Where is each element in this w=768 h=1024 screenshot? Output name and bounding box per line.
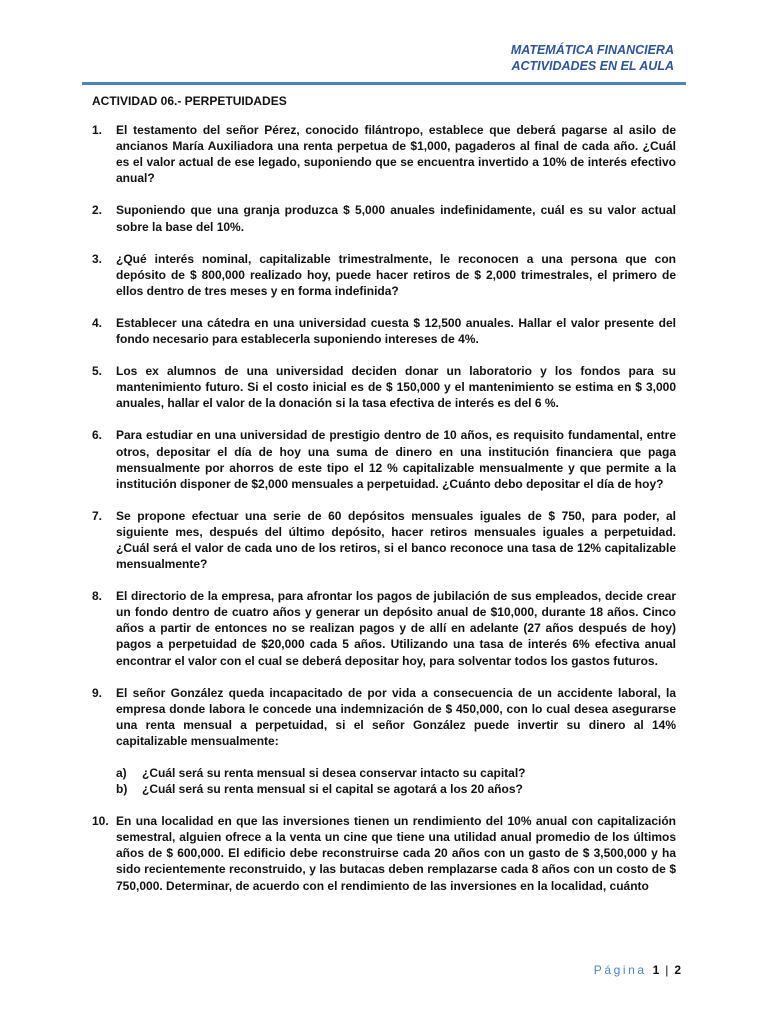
- sub-question-letter: b): [116, 782, 128, 797]
- sub-question-b: [116, 781, 676, 797]
- question-number: 6.: [92, 428, 103, 443]
- header-section-title: ACTIVIDADES EN EL AULA: [511, 59, 674, 73]
- question-text: Los ex alumnos de una universidad deciden donar un laboratorio y los fondos para su mantenimiento futuro. Si el costo inicial es de $ 150,000 y el mantenimiento se estima en $ 3,000 anuales, hallar el valor de la donación si la tasa efectiva de interés es del 6 %.: [116, 364, 676, 411]
- question-text: Se propone efectuar una serie de 60 depósitos mensuales iguales de $ 750, para poder, al siguiente mes, después del último depósito, hacer retiros mensuales iguales a perpetuidad. ¿Cuál será el valor de cada uno de los retiros, si el banco reconoce una tasa de 12% capitalizable mensualmente?: [116, 508, 676, 572]
- page-separator: |: [665, 963, 669, 977]
- sub-question-text: ¿Cuál será su renta mensual si el capital se agotará a los 20 años?: [142, 782, 523, 797]
- question-number: 8.: [92, 589, 103, 604]
- question-8: [92, 588, 676, 668]
- question-number: 5.: [92, 364, 103, 379]
- question-6: [92, 427, 676, 491]
- question-2: [92, 202, 676, 234]
- header-course-title: MATEMÁTICA FINANCIERA: [510, 43, 674, 57]
- document-body: [92, 93, 676, 910]
- activity-title: ACTIVIDAD 06.- PERPETUIDADES: [92, 94, 287, 108]
- question-5: [92, 363, 676, 411]
- question-text: Establecer una cátedra en una universidad cuesta $ 12,500 anuales. Hallar el valor presente del fondo necesario para establecerla suponiendo intereses de 4%.: [116, 315, 676, 347]
- question-text: El directorio de la empresa, para afrontar los pagos de jubilación de sus empleados, decide crear un fondo dentro de cuatro años y generar un depósito anual de $10,000, durante 18 años. Cinco años a partir de entonces no se realizan pagos y de allí en adelante (27 años después de hoy) pagos a perpetuidad de $20,000 cada 5 años. Utilizando una tasa de interés 6% efectiva anual encontrar el valor con el cual se deberá depositar hoy, para solventar todos los gastos futuros.: [116, 589, 676, 668]
- question-number: 1.: [92, 123, 103, 138]
- question-number: 2.: [92, 203, 103, 218]
- question-number: 7.: [92, 508, 103, 523]
- question-9: [92, 685, 676, 798]
- sub-question-letter: a): [116, 766, 127, 780]
- sub-question-text: ¿Cuál será su renta mensual si desea conservar intacto su capital?: [142, 766, 526, 780]
- page-header: [511, 42, 674, 74]
- sub-question-a: [116, 765, 676, 781]
- page-footer: [594, 963, 681, 977]
- question-3: [92, 251, 676, 299]
- header-divider: [82, 82, 686, 85]
- question-4: [92, 315, 676, 347]
- question-7: [92, 508, 676, 572]
- question-text: Suponiendo que una granja produzca $ 5,000 anuales indefinidamente, cuál es su valor actual sobre la base del 10%.: [116, 203, 676, 234]
- question-number: 3.: [92, 251, 103, 266]
- question-text: Para estudiar en una universidad de prestigio dentro de 10 años, es requisito fundamental, entre otros, depositar el día de hoy una suma de dinero en una institución financiera que paga mensualmente por ahorros de este tipo el 12 % capitalizable mensualmente y que permite a la institución disponer de $2,000 mensuales a perpetuidad. ¿Cuánto debo depositar el día de hoy?: [116, 428, 676, 491]
- question-text: ¿Qué interés nominal, capitalizable trimestralmente, le reconocen a una persona que con depósito de $ 800,000 realizado hoy, puede hacer retiros de $ 2,000 trimestrales, el primero de ellos dentro de tres meses y en forma indefinida?: [116, 251, 676, 298]
- question-number: 9.: [92, 685, 103, 700]
- question-number: 4.: [92, 315, 103, 330]
- question-1: [92, 122, 676, 186]
- question-10: [92, 813, 676, 893]
- sub-question-list: [116, 765, 676, 797]
- question-number: 10.: [92, 814, 109, 829]
- question-text: El testamento del señor Pérez, conocido filántropo, establece que deberá pagarse al asilo de ancianos María Auxiliadora una renta perpetua de $1,000, pagaderos al final de cada año. ¿Cuál es el valor actual de ese legado, suponiendo que se encuentra invertido a 10% de interés efectivo anual?: [116, 123, 676, 186]
- page-number: 1: [652, 963, 660, 977]
- page-total: 2: [674, 963, 681, 977]
- question-text: El señor González queda incapacitado de por vida a consecuencia de un accidente laboral, la empresa donde labora le concede una indemnización de $ 450,000, con lo cual desea asegurarse una renta mensual a perpetuidad, si el señor González puede invertir su dinero al 14% capitalizable mensualmente:: [116, 685, 676, 748]
- question-text: En una localidad en que las inversiones tienen un rendimiento del 10% anual con capitalización semestral, alguien ofrece a la venta un cine que tiene una utilidad anual promedio de los últimos años de $ 600,000. El edificio debe reconstruirse cada 20 años con un gasto de $ 3,500,000 y ha sido recientemente reconstruido, y las butacas deben remplazarse cada 8 años con un costo de $ 750,000. Determinar, de acuerdo con el rendimiento de las inversiones en la localidad, cuánto: [116, 814, 676, 893]
- page-label: Página: [593, 963, 647, 977]
